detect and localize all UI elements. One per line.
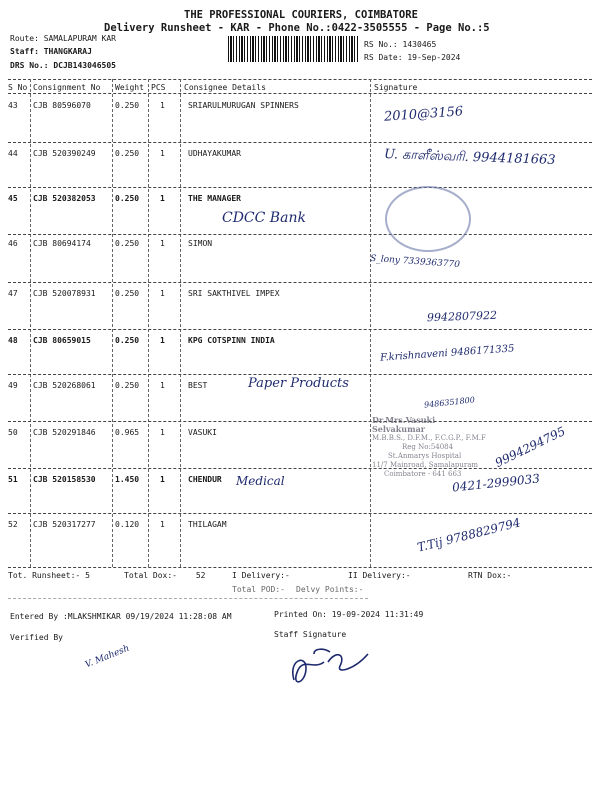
- col-sno: S No: [8, 83, 28, 92]
- row-pcs: 1: [160, 475, 165, 484]
- row-weight: 0.250: [115, 381, 140, 390]
- row-weight: 0.250: [115, 194, 140, 203]
- rs-date-field: [364, 53, 460, 62]
- row-consignment-no: CJB 520390249: [33, 149, 96, 158]
- row-consignment-no: CJB 520268061: [33, 381, 96, 390]
- total-dox-label: Total Dox:-: [124, 571, 177, 580]
- tot-runsheet-value: 5: [85, 571, 90, 580]
- row-consignment-no: CJB 520158530: [33, 475, 96, 484]
- row-pcs: 1: [160, 239, 165, 248]
- row-sno: 45: [8, 194, 18, 203]
- row-consignee: BEST: [188, 381, 208, 390]
- row-consignment-no: CJB 80694174: [33, 239, 91, 248]
- row-handwritten-note: Paper Products: [248, 376, 349, 391]
- row-handwritten-note: CDCC Bank: [222, 210, 306, 226]
- stamp-line: Coimbatore - 641 663: [384, 470, 462, 478]
- row-consignee: UDHAYAKUMAR: [188, 149, 241, 158]
- row-pcs: 1: [160, 428, 165, 437]
- row-consignee: SRIARULMURUGAN SPINNERS: [188, 101, 299, 110]
- row-consignee: KPG COTSPINN INDIA: [188, 336, 275, 345]
- row-pcs: 1: [160, 289, 165, 298]
- row-consignee: THILAGAM: [188, 520, 227, 529]
- row-sno: 44: [8, 149, 18, 158]
- stamp-line: 11/7 Mainroad, Samalapuram: [372, 461, 479, 469]
- row-separator: [8, 234, 592, 235]
- row-consignment-no: CJB 80659015: [33, 336, 91, 345]
- drs-field: [10, 61, 116, 70]
- stamp-line: M.B.B.S., D.F.M., F.C.G.P., F.M.F: [372, 434, 486, 442]
- document-title: Delivery Runsheet - KAR - Phone No.:0422-3505555 - Page No.:5: [104, 22, 490, 34]
- row-sno: 50: [8, 428, 18, 437]
- table-top-rule: [8, 79, 592, 80]
- row-sno: 51: [8, 475, 18, 484]
- row-signature: 9994294795: [492, 423, 568, 471]
- row-separator: [8, 374, 592, 375]
- row-weight: 0.965: [115, 428, 140, 437]
- row-pcs: 1: [160, 520, 165, 529]
- totals-rule: [8, 567, 592, 568]
- row-sno: 49: [8, 381, 18, 390]
- row-pcs: 1: [160, 149, 165, 158]
- row-consignee: SRI SAKTHIVEL IMPEX: [188, 289, 280, 298]
- col-sep: [180, 79, 181, 567]
- row-consignment-no: CJB 520291846: [33, 428, 96, 437]
- drs-label: DRS No.:: [10, 61, 49, 70]
- route-label: Route:: [10, 34, 39, 43]
- row-signature: F.krishnaveni 9486171335: [379, 343, 515, 364]
- row-signature: 0421-2999033: [451, 471, 541, 495]
- row-weight: 1.450: [115, 475, 140, 484]
- row-signature: U. காளீஸ்வரி. 9944181663: [383, 147, 556, 168]
- stamp-line: St.Anmarys Hospital: [388, 452, 462, 460]
- printed-on: Printed On: 19-09-2024 11:31:49: [274, 610, 424, 619]
- tot-runsheet-label: Tot. Runsheet:-: [8, 571, 81, 580]
- row-consignee: THE MANAGER: [188, 194, 241, 203]
- row-signature: 9486351800: [423, 395, 476, 410]
- col-sep: [370, 79, 371, 567]
- delvy-points: Delvy Points:-: [296, 585, 364, 594]
- row-weight: 0.250: [115, 149, 140, 158]
- col-weight: Weight: [115, 83, 144, 92]
- route-value: SAMALAPURAM KAR: [43, 34, 116, 43]
- row-separator: [8, 142, 592, 143]
- row-handwritten-note: Medical: [236, 474, 285, 488]
- rs-no-field: [364, 40, 436, 49]
- verifier-signature: V. Mahesh: [83, 643, 131, 671]
- row-pcs: 1: [160, 381, 165, 390]
- row-sno: 48: [8, 336, 18, 345]
- company-name: THE PROFESSIONAL COURIERS, COIMBATORE: [184, 9, 418, 21]
- barcode: [228, 36, 358, 62]
- row-separator: [8, 282, 592, 283]
- row-separator: [8, 329, 592, 330]
- row-consignee: SIMON: [188, 239, 213, 248]
- staff-value: THANGKARAJ: [43, 47, 92, 56]
- i-delivery: I Delivery:-: [232, 571, 290, 580]
- row-separator: [8, 513, 592, 514]
- col-signature: Signature: [374, 83, 418, 92]
- route-field: [10, 34, 116, 43]
- row-pcs: 1: [160, 336, 165, 345]
- stamp-line: Reg No:54084: [402, 443, 454, 451]
- staff-field: [10, 47, 92, 56]
- row-signature: 2010@3156: [383, 104, 464, 125]
- rtn-dox: RTN Dox:-: [468, 571, 512, 580]
- ii-delivery: II Delivery:-: [348, 571, 411, 580]
- total-pod: Total POD:-: [232, 585, 285, 594]
- row-consignment-no: CJB 80596070: [33, 101, 91, 110]
- tot-runsheet: [8, 571, 90, 580]
- row-sno: 47: [8, 289, 18, 298]
- hospital-stamp: [372, 415, 490, 478]
- bank-stamp: [385, 186, 471, 252]
- stamp-line: Dr.Mrs.Vasuki Selvakumar: [372, 415, 436, 434]
- row-sno: 52: [8, 520, 18, 529]
- row-weight: 0.250: [115, 336, 140, 345]
- col-sep: [112, 79, 113, 567]
- table-header-rule: [8, 93, 592, 94]
- col-pcs: PCS: [151, 83, 166, 92]
- staff-signature-label: Staff Signature: [274, 630, 347, 639]
- row-weight: 0.120: [115, 520, 140, 529]
- row-weight: 0.250: [115, 289, 140, 298]
- row-sno: 43: [8, 101, 18, 110]
- row-separator: [8, 187, 592, 188]
- row-pcs: 1: [160, 101, 165, 110]
- row-separator: [8, 468, 592, 469]
- rs-date-label: RS Date:: [364, 53, 403, 62]
- staff-label: Staff:: [10, 47, 39, 56]
- row-weight: 0.250: [115, 101, 140, 110]
- col-consignee: Consignee Details: [184, 83, 266, 92]
- row-consignee: VASUKI: [188, 428, 217, 437]
- row-separator: [8, 421, 592, 422]
- row-signature: 9942807922: [426, 308, 498, 325]
- totals-bottom-rule: [8, 598, 368, 599]
- verified-by-label: Verified By: [10, 633, 63, 642]
- row-pcs: 1: [160, 194, 165, 203]
- row-consignment-no: CJB 520078931: [33, 289, 96, 298]
- total-dox-value: 52: [195, 571, 206, 580]
- rs-date-value: 19-Sep-2024: [407, 53, 461, 62]
- row-consignment-no: CJB 520382053: [33, 194, 96, 203]
- drs-value: DCJB143046505: [53, 61, 116, 70]
- rs-no-label: RS No.:: [364, 40, 398, 49]
- row-signature: T.Tij 9788829794: [415, 515, 522, 555]
- col-consignment: Consignment No: [33, 83, 101, 92]
- col-sep: [148, 79, 149, 567]
- row-consignment-no: CJB 520317277: [33, 520, 96, 529]
- row-signature: S_lony 7339363770: [369, 253, 461, 271]
- row-consignee: CHENDUR: [188, 475, 222, 484]
- entered-by: Entered By :MLAKSHMIKAR 09/19/2024 11:28:08 AM: [10, 612, 232, 621]
- col-sep: [30, 79, 31, 567]
- staff-signature: [284, 640, 374, 692]
- row-sno: 46: [8, 239, 18, 248]
- row-weight: 0.250: [115, 239, 140, 248]
- rs-no-value: 1430465: [402, 40, 437, 49]
- total-dox: [124, 571, 205, 580]
